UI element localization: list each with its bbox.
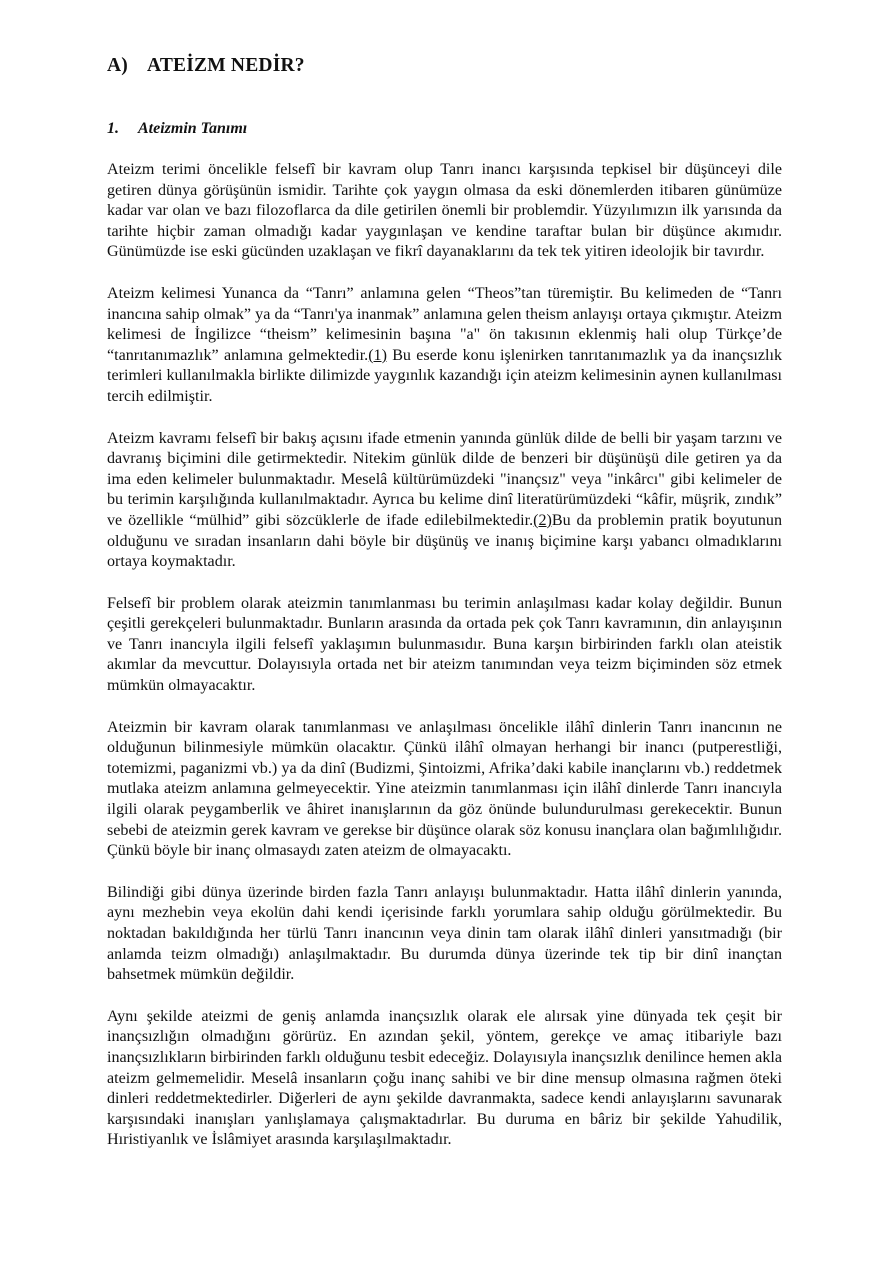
paragraph-3-text-b: Bu da problemin pratik boyutunun olduğunu ve sıradan insanların dahi böyle bir düşünüş ve inanış biçimine karşı yabancı olmadıklarını ortaya koymaktadır.	[107, 511, 783, 571]
paragraph-7: Aynı şekilde ateizmi de geniş anlamda inançsızlık olarak ele alırsak yine dünyada tek çeşit bir inançsızlığın olmadığını görürüz. En azından şekil, yöntem, gerekçe ve amaç itibariyle bazı inançsızlıkların birbirinden farklı olduğunu tesbit edeceğiz. Dolayısıyla inançsızlık denilince hemen akla ateizm gelmemelidir. Meselâ insanların çoğu inanç sahibi ve bir dine mensup olmasına rağmen öteki dinleri reddetmektedirler. Diğerleri de aynı şekilde davranmakta, sadece kendi anlayışlarını savunarak karşısındaki inanışları yanlışlamaya çalışmaktadırlar. Bu duruma en bâriz bir şekilde Yahudilik, Hıristiyanlık ve İslâmiyet arasında karşılaşılmaktadır.	[107, 1007, 782, 1149]
paragraph-4: Felsefî bir problem olarak ateizmin tanımlanması bu terimin anlaşılması kadar kolay değildir. Bunun çeşitli gerekçeleri bulunmaktadır. Bunların arasında da ortada pek çok Tanrı kavramının, din anlayışının ve Tanrı inancıyla ilgili felsefî yaklaşımın bulunmasıdır. Buna karşın birbirinden farklı olan ateistik akımlar da mevcuttur. Dolayısıyla ortada net bir ateizm tanımından veya teizm biçiminden söz etmek mümkün olmayacaktır.	[107, 594, 782, 695]
body-text	[107, 160, 782, 1172]
paragraph-2-text-a: Ateizm kelimesi Yunanca da “Tanrı” anlamına gelen “Theos”tan türemiştir. Bu kelimeden de “Tanrı inancına sahip olmak” ya da “Tanrı'ya inanmak” anlamına gelen theism anlayışı ortaya çıkmıştır. Ateizm kelimesi de İngilizce “theism” kelimesinin başına "a" ön takısının eklenmiş hali olup Türkçe’de “tanrıtanımazlık” anlamına gelmektedir.	[107, 284, 782, 364]
paragraph-2	[107, 284, 782, 408]
subsection-heading	[107, 120, 247, 138]
paragraph-5: Ateizmin bir kavram olarak tanımlanması ve anlaşılması öncelikle ilâhî dinlerin Tanrı inancının ne olduğunun bilinmesiyle mümkün olacaktır. Çünkü ilâhî olmayan herhangi bir inancı (putperestliği, totemizmi, paganizmi vb.) ya da dinî (Budizmi, Şintoizmi, Afrika’daki kabile inançlarını vb.) reddetmek mutlaka ateizm anlamına gelmeyecektir. Yine ateizmin tanımlanması için ilâhî dinlerde Tanrı inancıyla ilgili olarak peygamberlik ve âhiret inanışlarının da göz önünde bulundurulması gerekecektir. Bunun sebebi de ateizmin gerek kavram ve gerekse bir düşünce olarak söz konusu inançlara olan bağımlılığıdır. Çünkü böyle bir inanç olmasaydı zaten ateizm de olmayacaktı.	[107, 718, 782, 860]
paragraph-6: Bilindiği gibi dünya üzerinde birden fazla Tanrı anlayışı bulunmaktadır. Hatta ilâhî dinlerin yanında, aynı mezhebin veya ekolün dahi kendi içerisinde farklı yorumlara sahip olduğu görülmektedir. Bu noktadan bakıldığında her türlü Tanrı inancının veya dinin tam olarak ilâhî dinleri yansıtmadığı (bir anlamda teizm olmadığı) anlaşılmaktadır. Bu durumda dünya üzerinde tek tip bir dinî inançtan bahsetmek mümkün değildir.	[107, 883, 782, 984]
footnote-ref-1[interactable]: (1)	[368, 346, 387, 364]
section-heading	[107, 55, 305, 77]
paragraph-3	[107, 429, 782, 573]
section-title-text: ATEİZM NEDİR?	[147, 55, 305, 76]
section-number: A)	[107, 55, 128, 76]
subsection-title-text: Ateizmin Tanımı	[138, 120, 248, 137]
paragraph-2-text-b: Bu eserde konu işlenirken tanrıtanımazlık ya da inançsızlık terimleri kullanılmakla birlikte dilimizde yaygınlık kazandığı için ateizm kelimesinin aynen kullanılması tercih edilmiştir.	[107, 346, 782, 405]
subsection-number: 1.	[107, 120, 119, 137]
paragraph-3-text-a: Ateizm kavramı felsefî bir bakış açısını ifade etmenin yanında günlük dilde de belli bir yaşam tarzını ve davranış biçimini dile getirmektedir. Nitekim günlük dilde de benzeri bir düşünüşü dile getiren ya da ima eden kelimeler bulunmaktadır. Meselâ kültürümüzdeki "inançsız" veya "inkârcı" gibi kelimeler de bu terimin karşılığında kullanılmaktadır. Ayrıca bu kelime dinî literatürümüzdeki “kâfir, müşrik, zındık” ve özellikle “mülhid” gibi sözcüklerle de ifade edilebilmektedir.	[107, 429, 782, 529]
paragraph-1: Ateizm terimi öncelikle felsefî bir kavram olup Tanrı inancı karşısında tepkisel bir düşünceyi dile getiren dünya görüşünün ismidir. Tarihte çok yaygın olmasa da eski dönemlerden itibaren günümüze kadar var olan ve bazı filozoflarca da dile getirilen önemli bir problemdir. Yüzyılımızın ilk yarısında da tarihte hiçbir zaman olmadığı kadar yaygınlaşan ve kendine taraftar bulan bir düşünce akımıdır. Günümüzde ise eski gücünden uzaklaşan ve fikrî dayanaklarını da tek tek yitiren ideolojik bir tavırdır.	[107, 161, 782, 261]
footnote-ref-2[interactable]: (2)	[533, 511, 552, 529]
